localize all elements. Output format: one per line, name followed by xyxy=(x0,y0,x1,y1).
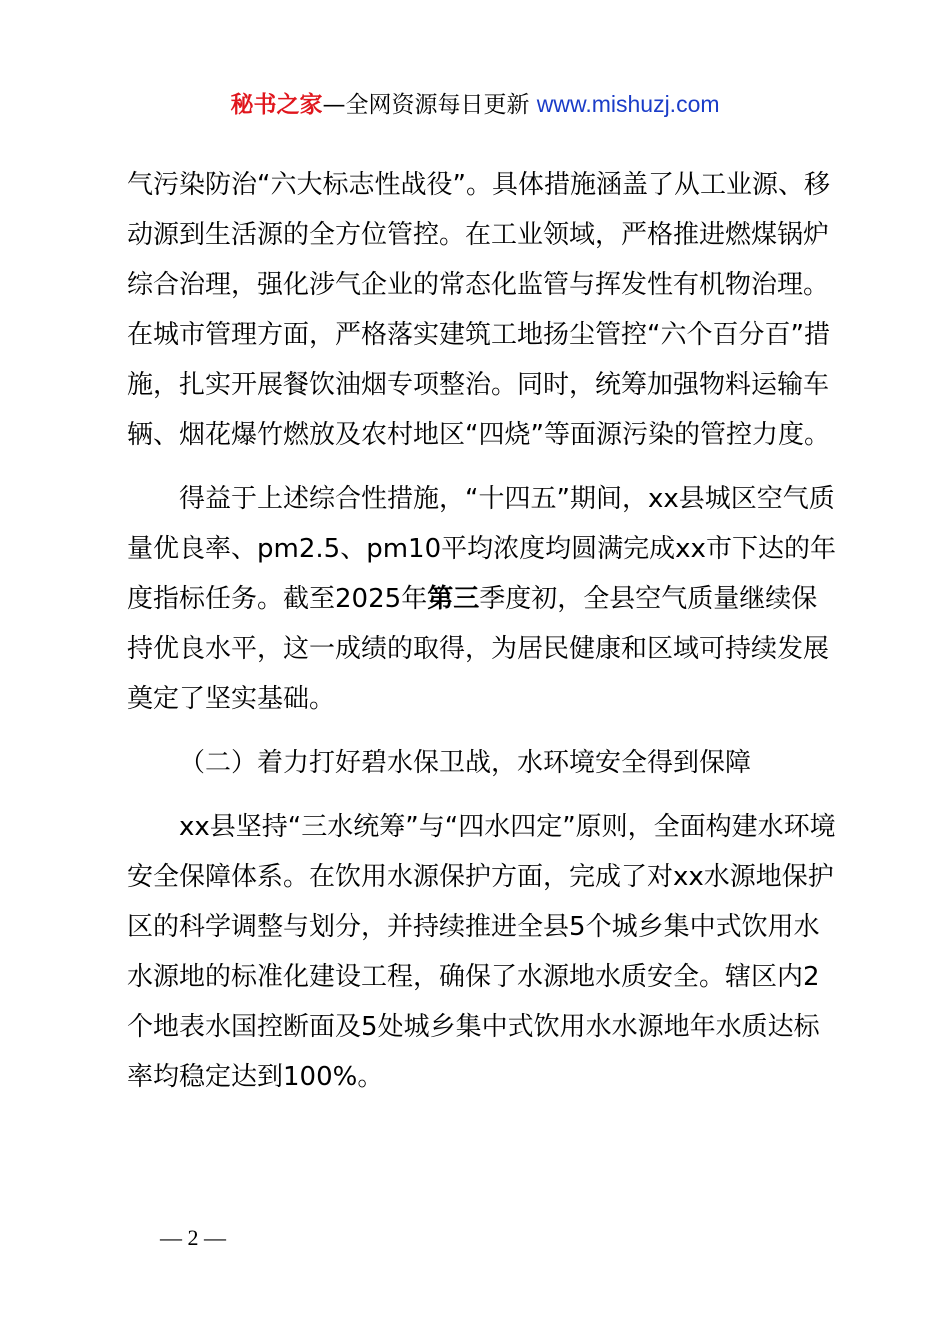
paragraph-air-pollution-measures: 气污染防治“六大标志性战役”。具体措施涵盖了从工业源、移动源到生活源的全方位管控。在工业领域，严格推进燃煤锅炉综合治理，强化涉气企业的常态化监管与挥发性有机物治理。在城市管理方面，严格落实建筑工地扬尘管控“六个百分百”措施，扎实开展餐饮油烟专项整治。同时，统筹加强物料运输车辆、烟花爆竹燃放及农村地区“四烧”等面源污染的管控力度。 xyxy=(127,170,830,450)
text-run: 个地表水国控断面及 xyxy=(127,1012,362,1042)
text-run: xx xyxy=(179,812,210,842)
text-run: 市下达的年度指标任务。截至 xyxy=(127,534,836,614)
text-run-bold: 第三 xyxy=(427,584,480,614)
text-run: 2025 xyxy=(335,584,402,614)
text-run: 县坚持“三水统筹”与“四水四定”原则，全面构建水环境安全保障体系。在饮用水源保护方面，完成了对 xyxy=(127,812,836,892)
text-run: pm10 xyxy=(366,534,442,564)
text-run: 季度初，全县空气质量继续保持优良水平，这一成绩的取得，为居民健康和区域可持续发展奠定了坚实基础。 xyxy=(127,584,830,714)
text-run: 平均浓度均圆满完成 xyxy=(441,534,676,564)
page-number: — 2 — xyxy=(160,1225,226,1250)
document-body xyxy=(127,160,837,1116)
text-run: 处城乡集中式饮用水水源地年水质达标率均稳定达到 xyxy=(127,1012,820,1092)
paragraph-water-protection xyxy=(127,802,837,1102)
paragraph-air-quality-results xyxy=(127,474,837,724)
text-run: 个城乡集中式饮用水水源地的标准化建设工程，确保了水源地水质安全。辖区内 xyxy=(127,912,820,992)
text-run: 得益于上述综合性措施，“十四五”期间， xyxy=(179,484,648,514)
text-run: xx xyxy=(675,534,706,564)
text-run: 100% xyxy=(283,1062,358,1092)
text-run: 。 xyxy=(357,1062,384,1092)
page-header xyxy=(0,86,950,123)
text-run: xx xyxy=(673,862,704,892)
header-slogan: —全网资源每日更新 xyxy=(322,92,530,118)
text-run: 5 xyxy=(361,1012,378,1042)
text-run: pm2.5 xyxy=(257,534,341,564)
website-url[interactable]: www.mishuzj.com xyxy=(536,91,720,117)
text-run: 2 xyxy=(803,962,820,992)
section-heading-water: （二）着力打好碧水保卫战，水环境安全得到保障 xyxy=(179,748,752,778)
text-run: 年 xyxy=(401,584,428,614)
text-run: 县城区空气质量优良率、 xyxy=(127,484,835,564)
text-run: xx xyxy=(647,484,679,514)
text-run: 5 xyxy=(569,912,586,942)
text-run: 、 xyxy=(340,534,367,564)
text-run: 水源地保护区的科学调整与划分，并持续推进全县 xyxy=(127,862,834,942)
brand-name: 秘书之家 xyxy=(230,92,323,118)
